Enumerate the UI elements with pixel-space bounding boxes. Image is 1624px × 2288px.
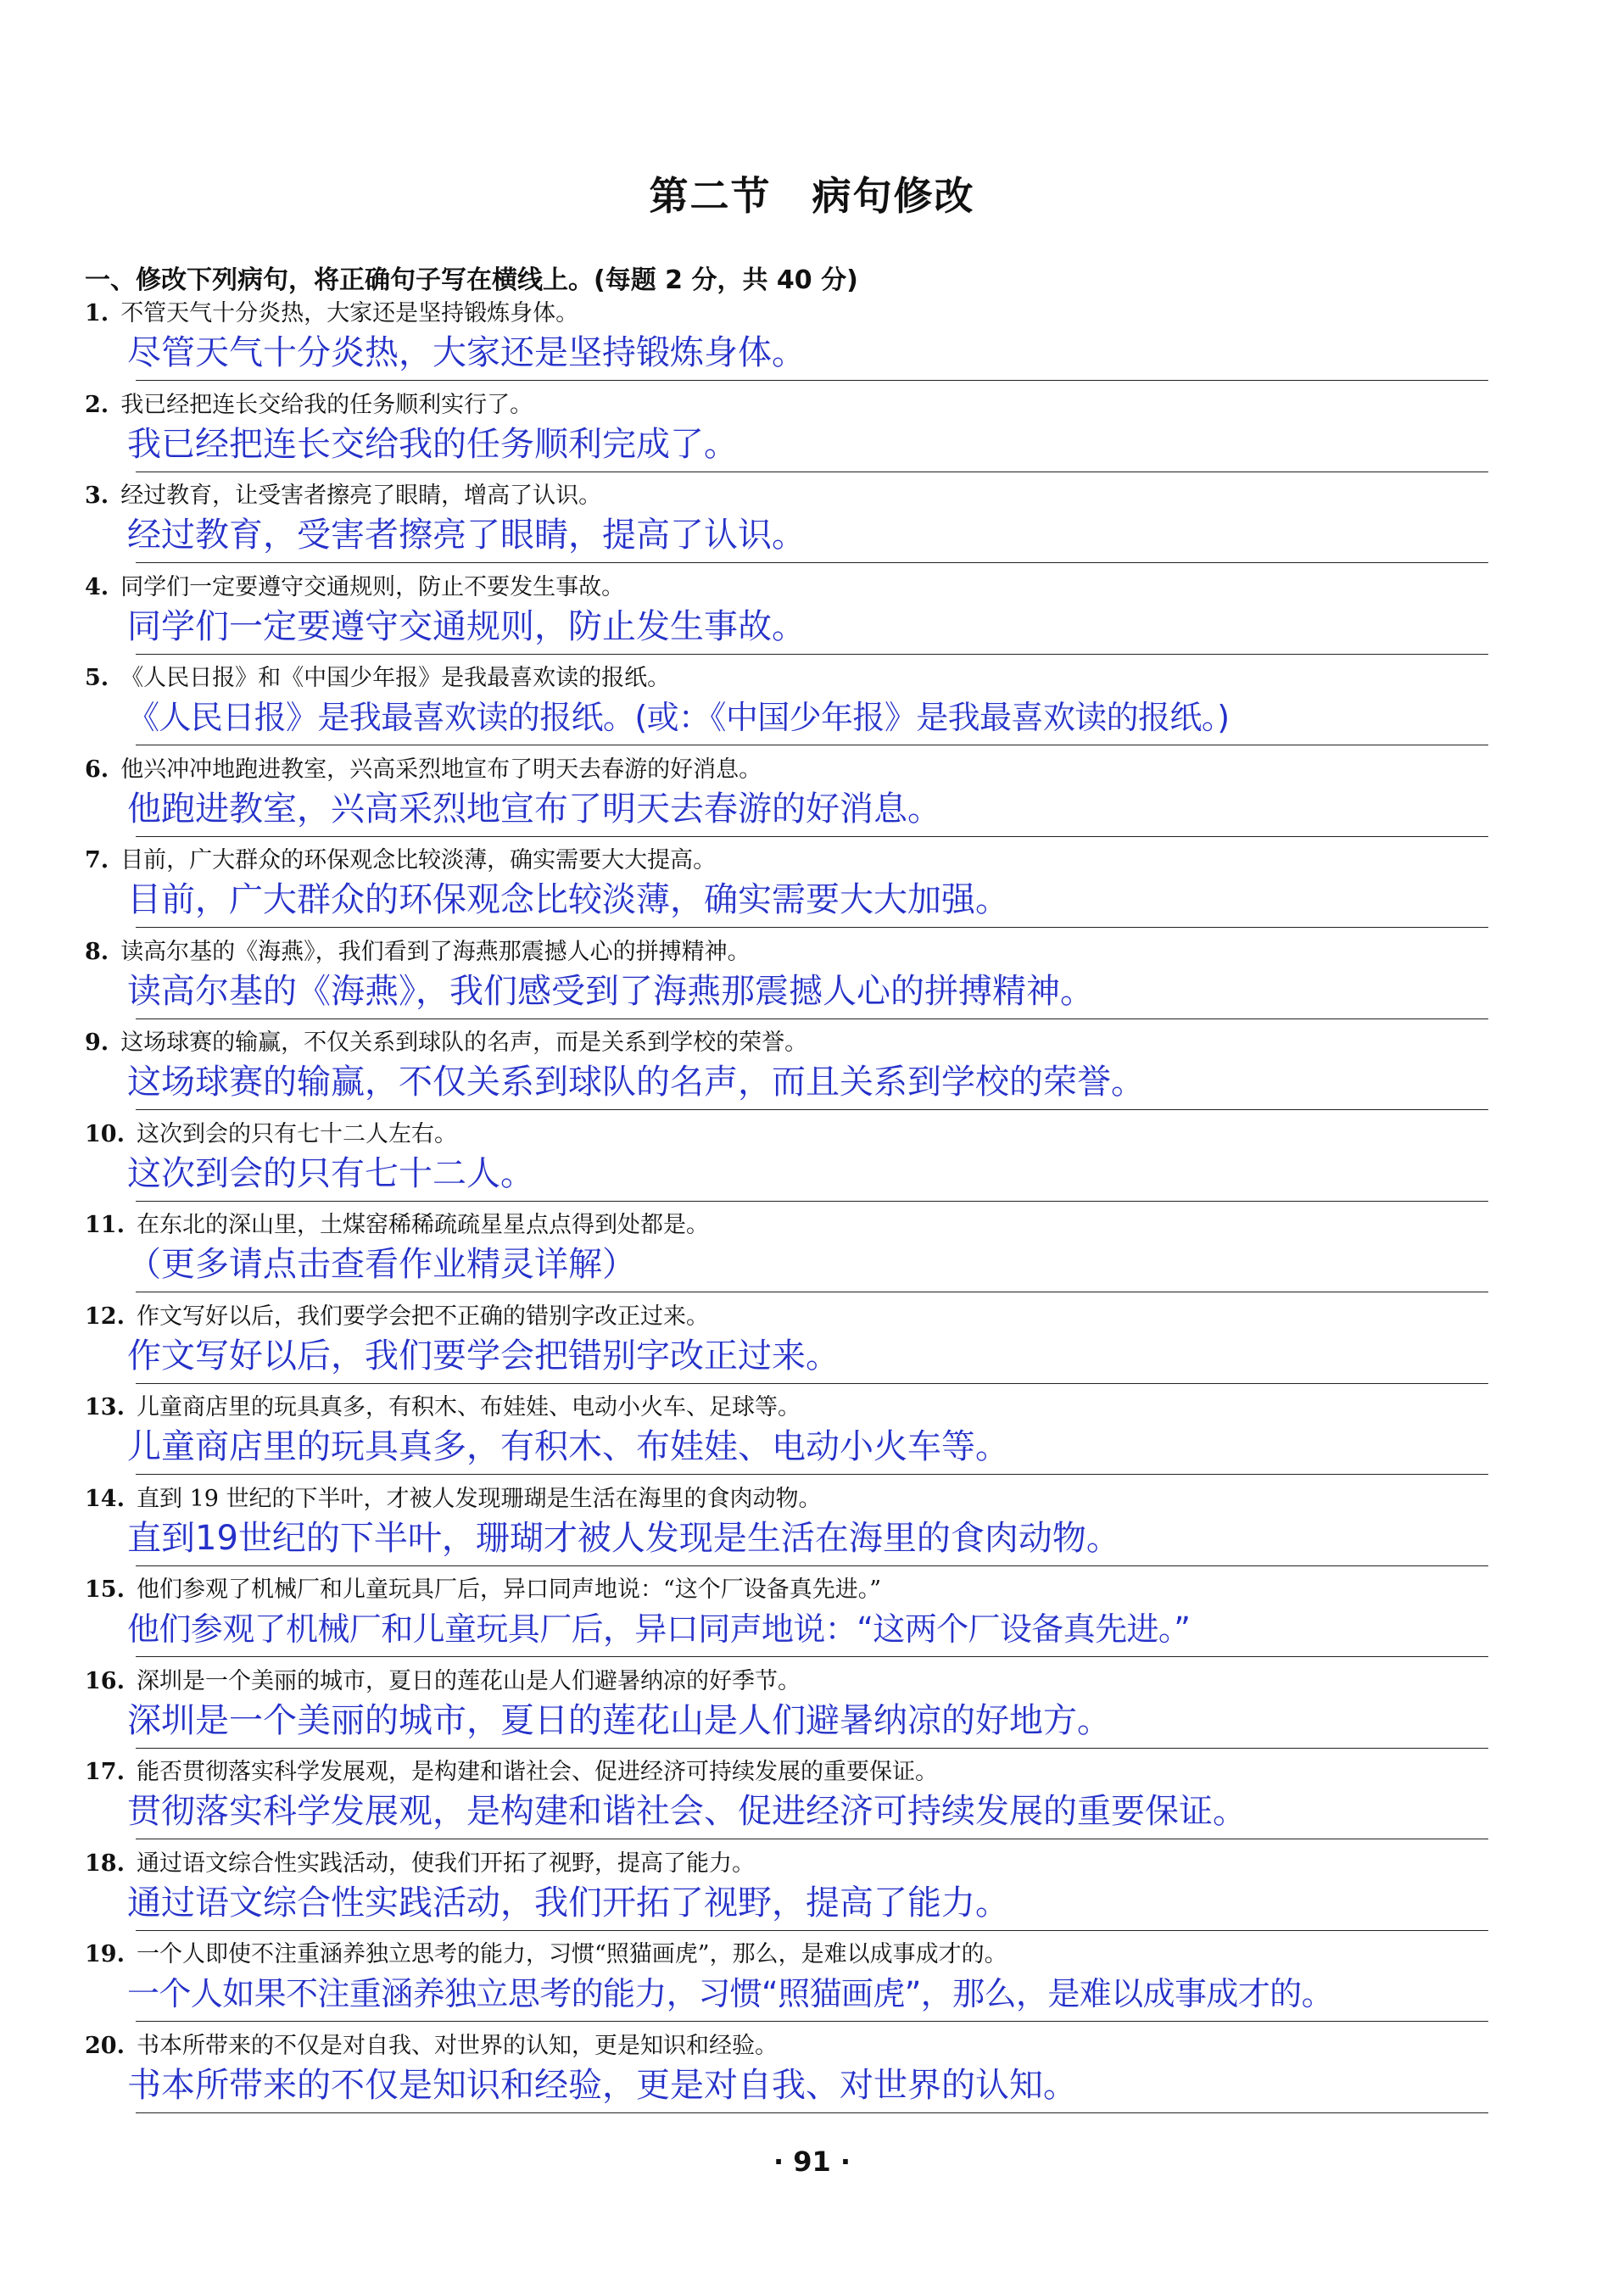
answer-text: 深圳是一个美丽的城市，夏日的莲花山是人们避暑纳凉的好地方。 bbox=[127, 1700, 1111, 1740]
answer-text: 书本所带来的不仅是知识和经验，更是对自我、对世界的认知。 bbox=[127, 2065, 1077, 2105]
answer-text: 读高尔基的《海燕》，我们感受到了海燕那震撼人心的拼搏精神。 bbox=[127, 971, 1094, 1011]
answer-underline bbox=[136, 380, 1488, 381]
answer-text: 贯彻落实科学发展观，是构建和谐社会、促进经济可持续发展的重要保证。 bbox=[127, 1792, 1247, 1831]
question-item bbox=[0, 1482, 1624, 1574]
question-prompt bbox=[85, 2031, 778, 2062]
answer-underline bbox=[136, 2112, 1488, 2113]
question-text: 经过教育，让受害者擦亮了眼睛，增高了认识。 bbox=[120, 483, 602, 509]
question-item bbox=[0, 1391, 1624, 1482]
question-item bbox=[0, 479, 1624, 571]
question-prompt bbox=[85, 1392, 801, 1423]
answer-underline bbox=[136, 1565, 1488, 1566]
answer-underline bbox=[136, 1018, 1488, 1019]
question-text: 他兴冲冲地跑进教室，兴高采烈地宣布了明天去春游的好消息。 bbox=[120, 756, 762, 783]
question-item bbox=[0, 388, 1624, 480]
answer-underline bbox=[136, 1201, 1488, 1202]
answer-underline bbox=[136, 1656, 1488, 1657]
answer-underline bbox=[136, 1748, 1488, 1749]
question-item bbox=[0, 571, 1624, 662]
question-number: 5. bbox=[85, 665, 109, 691]
answer-text: 作文写好以后，我们要学会把错别字改正过来。 bbox=[127, 1336, 840, 1376]
question-item bbox=[0, 661, 1624, 753]
question-text: 同学们一定要遵守交通规则，防止不要发生事故。 bbox=[120, 573, 625, 600]
question-item bbox=[0, 1300, 1624, 1392]
question-text: 目前，广大群众的环保观念比较淡薄，确实需要大大提高。 bbox=[120, 847, 717, 873]
question-number: 15. bbox=[85, 1576, 125, 1603]
answer-text: 我已经把连长交给我的任务顺利完成了。 bbox=[127, 424, 738, 464]
question-item bbox=[0, 2029, 1624, 2121]
question-item bbox=[0, 1573, 1624, 1665]
question-text: 直到 19 世纪的下半叶，才被人发现珊瑚是生活在海里的食肉动物。 bbox=[136, 1485, 822, 1512]
section-heading: 一、修改下列病句，将正确句子写在横线上。(每题 2 分，共 40 分) bbox=[85, 265, 858, 295]
answer-text: 尽管天气十分炎热，大家还是坚持锻炼身体。 bbox=[127, 333, 806, 372]
answer-text: 他们参观了机械厂和儿童玩具厂后，异口同声地说：“这两个厂设备真先进。” bbox=[127, 1610, 1191, 1648]
question-prompt bbox=[85, 663, 670, 694]
question-prompt bbox=[85, 299, 578, 329]
answer-text: 儿童商店里的玩具真多，有积木、布娃娃、电动小火车等。 bbox=[127, 1427, 1009, 1466]
question-list bbox=[0, 297, 1624, 2120]
answer-text: 同学们一定要遵守交通规则，防止发生事故。 bbox=[127, 606, 806, 646]
question-prompt bbox=[85, 390, 533, 421]
question-number: 11. bbox=[85, 1212, 125, 1238]
question-number: 9. bbox=[85, 1030, 109, 1056]
question-text: 能否贯彻落实科学发展观，是构建和谐社会、促进经济可持续发展的重要保证。 bbox=[136, 1759, 938, 1785]
answer-underline bbox=[136, 562, 1488, 563]
question-item bbox=[0, 1026, 1624, 1118]
question-number: 3. bbox=[85, 483, 109, 509]
question-text: 书本所带来的不仅是对自我、对世界的认知，更是知识和经验。 bbox=[136, 2032, 778, 2059]
question-number: 12. bbox=[85, 1303, 125, 1330]
answer-text: 他跑进教室，兴高采烈地宣布了明天去春游的好消息。 bbox=[127, 789, 941, 829]
question-item bbox=[0, 935, 1624, 1027]
question-prompt bbox=[85, 572, 624, 603]
question-prompt bbox=[85, 1666, 801, 1697]
question-item bbox=[0, 753, 1624, 845]
question-prompt bbox=[85, 1939, 1007, 1970]
answer-underline bbox=[136, 1930, 1488, 1931]
question-item bbox=[0, 1665, 1624, 1756]
question-item bbox=[0, 1208, 1624, 1300]
answer-text: 一个人如果不注重涵养独立思考的能力，习惯“照猫画虎”，那么，是难以成事成才的。 bbox=[127, 1975, 1333, 2012]
answer-underline bbox=[136, 1474, 1488, 1475]
question-item bbox=[0, 1938, 1624, 2029]
answer-underline bbox=[136, 1109, 1488, 1110]
question-item bbox=[0, 1847, 1624, 1939]
question-number: 6. bbox=[85, 756, 109, 783]
question-prompt bbox=[85, 1028, 807, 1058]
question-prompt bbox=[85, 1757, 938, 1788]
question-text: 深圳是一个美丽的城市，夏日的莲花山是人们避暑纳凉的好季节。 bbox=[136, 1667, 801, 1694]
question-number: 16. bbox=[85, 1667, 125, 1694]
question-prompt bbox=[85, 1302, 709, 1332]
answer-text: 经过教育，受害者擦亮了眼睛，提高了认识。 bbox=[127, 516, 806, 555]
answer-underline bbox=[136, 1383, 1488, 1384]
question-text: 这场球赛的输赢，不仅关系到球队的名声，而是关系到学校的荣誉。 bbox=[120, 1030, 808, 1056]
question-text: 儿童商店里的玩具真多，有积木、布娃娃、电动小火车、足球等。 bbox=[136, 1394, 801, 1420]
question-text: 《人民日报》和《中国少年报》是我最喜欢读的报纸。 bbox=[120, 665, 671, 691]
question-number: 7. bbox=[85, 847, 109, 873]
question-item bbox=[0, 1118, 1624, 1209]
question-text: 一个人即使不注重涵养独立思考的能力，习惯“照猫画虎”，那么，是难以成事成才的。 bbox=[136, 1941, 1007, 1967]
answer-text: 通过语文综合性实践活动，我们开拓了视野，提高了能力。 bbox=[127, 1883, 1009, 1922]
question-number: 19. bbox=[85, 1941, 125, 1967]
question-prompt bbox=[85, 1484, 822, 1515]
question-number: 2. bbox=[85, 391, 109, 418]
answer-text: 这次到会的只有七十二人。 bbox=[127, 1153, 534, 1193]
answer-underline bbox=[136, 927, 1488, 928]
question-text: 读高尔基的《海燕》，我们看到了海燕那震撼人心的拼搏精神。 bbox=[120, 938, 751, 965]
question-number: 14. bbox=[85, 1485, 125, 1512]
answer-text: 《人民日报》是我最喜欢读的报纸。(或：《中国少年报》是我最喜欢读的报纸。) bbox=[127, 699, 1230, 736]
question-prompt bbox=[85, 1119, 457, 1150]
question-text: 他们参观了机械厂和儿童玩具厂后，异口同声地说：“这个厂设备真先进。” bbox=[136, 1576, 882, 1603]
answer-text: 目前，广大群众的环保观念比较淡薄，确实需要大大加强。 bbox=[127, 880, 1009, 919]
answer-text: （更多请点击查看作业精灵详解） bbox=[127, 1245, 636, 1284]
question-text: 这次到会的只有七十二人左右。 bbox=[136, 1120, 457, 1147]
question-item bbox=[0, 297, 1624, 388]
question-number: 1. bbox=[85, 300, 109, 326]
question-number: 10. bbox=[85, 1120, 125, 1147]
question-text: 在东北的深山里，土煤窑稀稀疏疏星星点点得到处都是。 bbox=[136, 1212, 709, 1238]
question-text: 作文写好以后，我们要学会把不正确的错别字改正过来。 bbox=[136, 1303, 709, 1330]
question-prompt bbox=[85, 845, 716, 876]
question-number: 13. bbox=[85, 1394, 125, 1420]
question-prompt bbox=[85, 937, 751, 968]
question-prompt bbox=[85, 1210, 709, 1241]
question-prompt bbox=[85, 1849, 755, 1879]
answer-underline bbox=[136, 836, 1488, 837]
question-number: 8. bbox=[85, 938, 109, 965]
question-item bbox=[0, 1755, 1624, 1847]
question-text: 我已经把连长交给我的任务顺利实行了。 bbox=[120, 391, 533, 418]
question-prompt bbox=[85, 755, 762, 785]
answer-text: 这场球赛的输赢，不仅关系到球队的名声，而且关系到学校的荣誉。 bbox=[127, 1063, 1145, 1102]
question-text: 不管天气十分炎热，大家还是坚持锻炼身体。 bbox=[120, 300, 579, 326]
question-number: 20. bbox=[85, 2032, 125, 2059]
question-prompt bbox=[85, 481, 601, 511]
question-number: 17. bbox=[85, 1759, 125, 1785]
question-text: 通过语文综合性实践活动，使我们开拓了视野，提高了能力。 bbox=[136, 1850, 755, 1877]
page-title: 第二节 病句修改 bbox=[649, 173, 975, 219]
answer-underline bbox=[136, 654, 1488, 655]
answer-underline bbox=[136, 2021, 1488, 2022]
question-number: 18. bbox=[85, 1850, 125, 1877]
page-number: · 91 · bbox=[773, 2146, 851, 2178]
answer-text: 直到19世纪的下半叶，珊瑚才被人发现是生活在海里的食肉动物。 bbox=[127, 1518, 1120, 1558]
question-prompt bbox=[85, 1575, 881, 1605]
question-item bbox=[0, 844, 1624, 935]
question-number: 4. bbox=[85, 573, 109, 600]
